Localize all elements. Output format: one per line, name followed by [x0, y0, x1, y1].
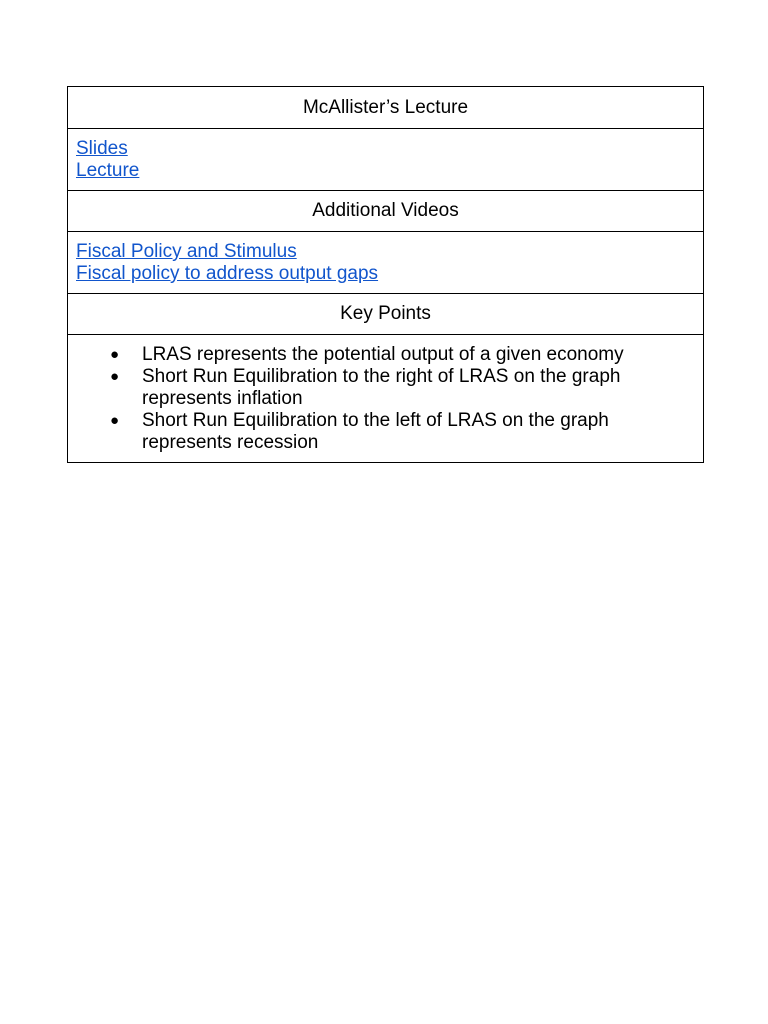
section-heading-lecture: McAllister’s Lecture — [302, 96, 469, 118]
key-point-text: Short Run Equilibration to the left of LRAS on the graph represents recession — [142, 410, 609, 453]
key-points-cell — [68, 334, 703, 462]
key-point-text: LRAS represents the potential output of a given economy — [142, 344, 624, 365]
lecture-links-cell — [68, 128, 703, 190]
videos-links-cell — [68, 231, 703, 293]
resource-table — [67, 86, 704, 463]
bullet-icon: ● — [110, 346, 120, 363]
fiscal-policy-stimulus-link[interactable]: Fiscal Policy and Stimulus — [76, 241, 297, 262]
section-heading-videos: Additional Videos — [68, 190, 703, 231]
bullet-icon: ● — [110, 368, 120, 385]
slides-link[interactable]: Slides — [76, 138, 128, 159]
fiscal-policy-output-gaps-link[interactable]: Fiscal policy to address output gaps — [76, 263, 379, 284]
bullet-icon: ● — [110, 412, 120, 429]
section-heading-key-points: Key Points — [68, 293, 703, 334]
key-points-list — [76, 344, 695, 454]
key-point-text: Short Run Equilibration to the right of LRAS on the graph represents inflation — [142, 366, 621, 409]
list-item — [76, 366, 695, 410]
lecture-link[interactable]: Lecture — [76, 160, 140, 181]
list-item — [76, 344, 695, 366]
list-item — [76, 410, 695, 454]
